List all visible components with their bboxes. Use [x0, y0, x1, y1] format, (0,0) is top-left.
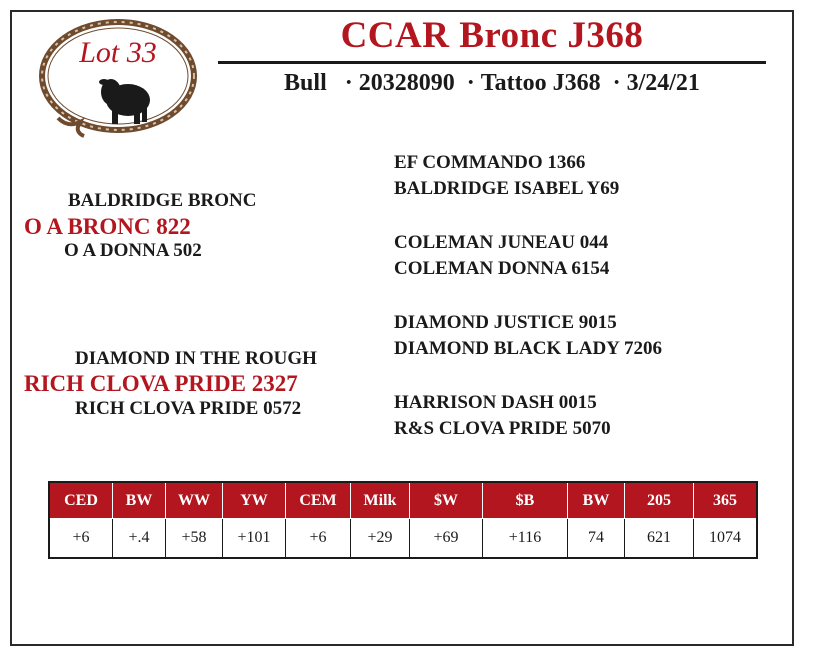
- grandparent-1: EF COMMANDO 1366: [394, 152, 586, 173]
- epd-table: [48, 481, 758, 559]
- epd-value: +29: [351, 519, 410, 559]
- epd-header: CEM: [286, 482, 351, 519]
- epd-value: +101: [223, 519, 286, 559]
- epd-header: BW: [568, 482, 625, 519]
- page-title: CCAR Bronc J368: [340, 15, 644, 56]
- grandparent-6: DIAMOND BLACK LADY 7206: [394, 338, 662, 359]
- epd-header: YW: [223, 482, 286, 519]
- epd-header: BW: [113, 482, 166, 519]
- lot-label: Lot 33: [79, 36, 157, 69]
- epd-value: +6: [49, 519, 113, 559]
- epd-value-row: [49, 519, 757, 559]
- epd-header: 205: [625, 482, 694, 519]
- dam-dam: RICH CLOVA PRIDE 0572: [75, 398, 302, 419]
- sire: O A BRONC 822: [24, 214, 191, 239]
- grandparent-4: COLEMAN DONNA 6154: [394, 258, 610, 279]
- title-divider: [218, 61, 766, 64]
- animal-info-line: Bull · 20328090 · Tattoo J368 · 3/24/21: [284, 70, 700, 96]
- epd-value: +69: [410, 519, 483, 559]
- epd-header: $B: [483, 482, 568, 519]
- registration-number: 20328090: [358, 70, 455, 96]
- tattoo-label: Tattoo J368: [480, 70, 601, 96]
- lot-logo: [38, 18, 198, 138]
- epd-value: +58: [166, 519, 223, 559]
- epd-value: 74: [568, 519, 625, 559]
- epd-header: 365: [694, 482, 758, 519]
- epd-value: +6: [286, 519, 351, 559]
- sex-label: Bull: [284, 70, 327, 96]
- dam: RICH CLOVA PRIDE 2327: [24, 371, 298, 396]
- grandparent-7: HARRISON DASH 0015: [394, 392, 597, 413]
- epd-header: CED: [49, 482, 113, 519]
- grandparent-5: DIAMOND JUSTICE 9015: [394, 312, 617, 333]
- epd-header-row: [49, 482, 757, 519]
- epd-value: 621: [625, 519, 694, 559]
- epd-header: Milk: [351, 482, 410, 519]
- dam-sire: DIAMOND IN THE ROUGH: [75, 348, 317, 369]
- grandparent-8: R&S CLOVA PRIDE 5070: [394, 418, 611, 439]
- epd-value: +116: [483, 519, 568, 559]
- grandparent-2: BALDRIDGE ISABEL Y69: [394, 178, 620, 199]
- sire-dam: O A DONNA 502: [64, 240, 202, 261]
- birth-date: 3/24/21: [626, 70, 700, 96]
- epd-header: WW: [166, 482, 223, 519]
- sire-sire: BALDRIDGE BRONC: [68, 190, 257, 211]
- grandparent-3: COLEMAN JUNEAU 044: [394, 232, 609, 253]
- epd-header: $W: [410, 482, 483, 519]
- epd-value: +.4: [113, 519, 166, 559]
- epd-value: 1074: [694, 519, 758, 559]
